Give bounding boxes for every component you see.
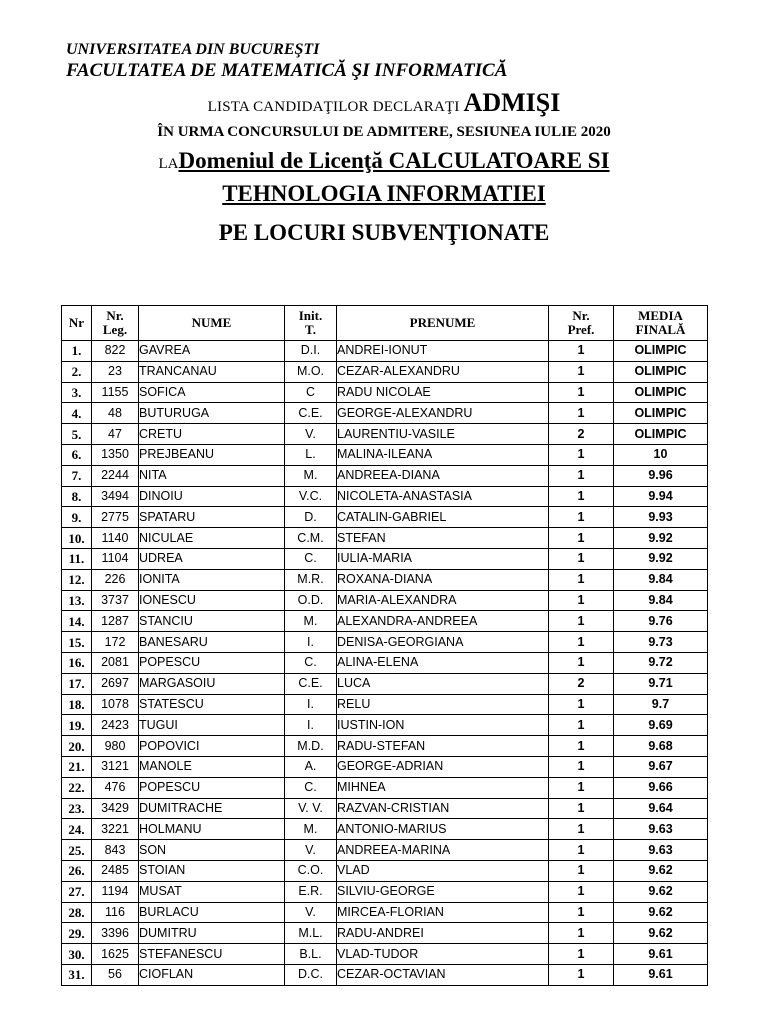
places-type: PE LOCURI SUBVENŢIONATE [218, 220, 550, 245]
cell-media: 9.93 [614, 507, 708, 528]
cell-nume: MUSAT [139, 881, 285, 902]
cell-nr: 13. [62, 590, 92, 611]
col-header-media-line2: FINALĂ [635, 322, 686, 337]
cell-media: 9.61 [614, 944, 708, 965]
cell-nr: 12. [62, 569, 92, 590]
cell-leg: 822 [92, 341, 139, 362]
cell-media: 9.72 [614, 652, 708, 673]
cell-media: 9.92 [614, 548, 708, 569]
cell-nume: POPESCU [139, 777, 285, 798]
cell-leg: 1104 [92, 548, 139, 569]
cell-prenume: ANDREI-IONUT [337, 341, 549, 362]
cell-nr: 4. [62, 403, 92, 424]
cell-init: I. [285, 694, 337, 715]
cell-prenume: MARIA-ALEXANDRA [337, 590, 549, 611]
cell-nume: STATESCU [139, 694, 285, 715]
table-row [62, 819, 708, 840]
col-header-pref [549, 306, 614, 341]
cell-leg: 226 [92, 569, 139, 590]
cell-prenume: RAZVAN-CRISTIAN [337, 798, 549, 819]
cell-leg: 3396 [92, 923, 139, 944]
cell-prenume: RADU-ANDREI [337, 923, 549, 944]
col-header-leg-line1: Nr. [106, 308, 124, 323]
cell-nume: SON [139, 840, 285, 861]
cell-nr: 23. [62, 798, 92, 819]
table-row [62, 465, 708, 486]
cell-nr: 15. [62, 632, 92, 653]
cell-nr: 1. [62, 341, 92, 362]
cell-nume: STANCIU [139, 611, 285, 632]
cell-media: 9.62 [614, 881, 708, 902]
cell-pref: 1 [549, 881, 614, 902]
cell-media: 9.96 [614, 465, 708, 486]
cell-media: 9.84 [614, 590, 708, 611]
list-title-prefix: LISTA CANDIDAŢILOR DECLARAŢI [207, 99, 460, 115]
col-header-nume: NUME [139, 306, 285, 341]
session-line: ÎN URMA CONCURSULUI DE ADMITERE, SESIUNEA IULIE 2020 [157, 124, 611, 140]
cell-pref: 1 [549, 736, 614, 757]
cell-init: M.R. [285, 569, 337, 590]
cell-nume: BANESARU [139, 632, 285, 653]
cell-pref: 1 [549, 611, 614, 632]
cell-leg: 476 [92, 777, 139, 798]
cell-pref: 1 [549, 944, 614, 965]
table-row [62, 341, 708, 362]
cell-nume: MARGASOIU [139, 673, 285, 694]
cell-prenume: MIHNEA [337, 777, 549, 798]
cell-leg: 1155 [92, 382, 139, 403]
table-row [62, 528, 708, 549]
cell-prenume: VLAD-TUDOR [337, 944, 549, 965]
table-row [62, 486, 708, 507]
cell-init: B.L. [285, 944, 337, 965]
cell-nr: 20. [62, 736, 92, 757]
domain-line [0, 148, 768, 174]
cell-nume: POPESCU [139, 652, 285, 673]
table-row [62, 590, 708, 611]
cell-pref: 1 [549, 548, 614, 569]
table-row [62, 548, 708, 569]
cell-pref: 1 [549, 528, 614, 549]
cell-init: C [285, 382, 337, 403]
cell-nume: DUMITRACHE [139, 798, 285, 819]
university-name: UNIVERSITATEA DIN BUCUREŞTI [66, 41, 320, 58]
cell-pref: 1 [549, 382, 614, 403]
cell-pref: 1 [549, 860, 614, 881]
cell-media: 9.67 [614, 756, 708, 777]
cell-pref: 1 [549, 632, 614, 653]
cell-pref: 1 [549, 923, 614, 944]
cell-nume: IONITA [139, 569, 285, 590]
cell-nume: SPATARU [139, 507, 285, 528]
cell-init: D.C. [285, 964, 337, 985]
cell-prenume: MIRCEA-FLORIAN [337, 902, 549, 923]
cell-nr: 2. [62, 361, 92, 382]
cell-media: 10 [614, 444, 708, 465]
table-row [62, 777, 708, 798]
table-row [62, 569, 708, 590]
faculty-name: FACULTATEA DE MATEMATICĂ ŞI INFORMATICĂ [66, 60, 508, 81]
table-row [62, 361, 708, 382]
table-row [62, 902, 708, 923]
cell-pref: 1 [549, 486, 614, 507]
table-header-row [62, 306, 708, 341]
cell-nr: 29. [62, 923, 92, 944]
cell-leg: 2244 [92, 465, 139, 486]
cell-nume: HOLMANU [139, 819, 285, 840]
cell-prenume: MALINA-ILEANA [337, 444, 549, 465]
cell-nr: 7. [62, 465, 92, 486]
cell-init: C.M. [285, 528, 337, 549]
cell-nume: MANOLE [139, 756, 285, 777]
col-header-init-line2: T. [305, 322, 316, 337]
cell-leg: 2697 [92, 673, 139, 694]
cell-media: 9.66 [614, 777, 708, 798]
cell-prenume: GEORGE-ADRIAN [337, 756, 549, 777]
cell-pref: 1 [549, 756, 614, 777]
cell-nr: 11. [62, 548, 92, 569]
col-header-init-line1: Init. [298, 308, 323, 323]
cell-nume: NITA [139, 465, 285, 486]
cell-nume: SOFICA [139, 382, 285, 403]
cell-prenume: CEZAR-ALEXANDRU [337, 361, 549, 382]
cell-media: 9.69 [614, 715, 708, 736]
cell-init: D.I. [285, 341, 337, 362]
col-header-nr: Nr [62, 306, 92, 341]
col-header-leg-line2: Leg. [102, 322, 128, 337]
cell-nume: CRETU [139, 424, 285, 445]
cell-media: 9.62 [614, 860, 708, 881]
cell-nume: TUGUI [139, 715, 285, 736]
cell-prenume: IULIA-MARIA [337, 548, 549, 569]
cell-init: V. [285, 902, 337, 923]
cell-media: 9.94 [614, 486, 708, 507]
table-row [62, 756, 708, 777]
table-row [62, 860, 708, 881]
cell-nume: STOIAN [139, 860, 285, 881]
cell-leg: 116 [92, 902, 139, 923]
cell-prenume: DENISA-GEORGIANA [337, 632, 549, 653]
cell-pref: 1 [549, 361, 614, 382]
cell-nr: 19. [62, 715, 92, 736]
cell-leg: 2423 [92, 715, 139, 736]
cell-prenume: RADU NICOLAE [337, 382, 549, 403]
table-row [62, 652, 708, 673]
cell-media: 9.61 [614, 964, 708, 985]
col-header-prenume: PRENUME [337, 306, 549, 341]
table-row [62, 632, 708, 653]
cell-prenume: RELU [337, 694, 549, 715]
cell-nr: 6. [62, 444, 92, 465]
cell-prenume: LAURENTIU-VASILE [337, 424, 549, 445]
cell-leg: 3221 [92, 819, 139, 840]
cell-prenume: GEORGE-ALEXANDRU [337, 403, 549, 424]
cell-pref: 1 [549, 652, 614, 673]
cell-media: OLIMPIC [614, 361, 708, 382]
cell-init: C. [285, 652, 337, 673]
cell-init: M. [285, 465, 337, 486]
table-row [62, 840, 708, 861]
cell-nr: 8. [62, 486, 92, 507]
cell-nr: 17. [62, 673, 92, 694]
cell-leg: 23 [92, 361, 139, 382]
cell-init: M. [285, 819, 337, 840]
cell-init: E.R. [285, 881, 337, 902]
cell-init: C. [285, 777, 337, 798]
cell-pref: 1 [549, 341, 614, 362]
cell-nr: 25. [62, 840, 92, 861]
cell-nr: 30. [62, 944, 92, 965]
table-row [62, 673, 708, 694]
col-header-pref-line1: Nr. [572, 308, 590, 323]
cell-media: 9.71 [614, 673, 708, 694]
cell-leg: 1350 [92, 444, 139, 465]
cell-pref: 1 [549, 569, 614, 590]
cell-prenume: STEFAN [337, 528, 549, 549]
cell-media: 9.68 [614, 736, 708, 757]
cell-pref: 1 [549, 590, 614, 611]
table-row [62, 403, 708, 424]
cell-prenume: ANDREEA-DIANA [337, 465, 549, 486]
cell-leg: 172 [92, 632, 139, 653]
cell-nr: 31. [62, 964, 92, 985]
table-body [62, 341, 708, 986]
cell-media: 9.63 [614, 840, 708, 861]
cell-nr: 22. [62, 777, 92, 798]
table-row [62, 694, 708, 715]
cell-nr: 28. [62, 902, 92, 923]
table-row [62, 611, 708, 632]
cell-leg: 980 [92, 736, 139, 757]
cell-prenume: LUCA [337, 673, 549, 694]
cell-init: V. [285, 840, 337, 861]
cell-leg: 48 [92, 403, 139, 424]
cell-pref: 1 [549, 777, 614, 798]
cell-init: D. [285, 507, 337, 528]
col-header-init [285, 306, 337, 341]
cell-pref: 1 [549, 798, 614, 819]
cell-leg: 1625 [92, 944, 139, 965]
cell-leg: 1078 [92, 694, 139, 715]
cell-nr: 27. [62, 881, 92, 902]
cell-leg: 1194 [92, 881, 139, 902]
cell-prenume: CEZAR-OCTAVIAN [337, 964, 549, 985]
cell-pref: 1 [549, 507, 614, 528]
cell-init: V.C. [285, 486, 337, 507]
cell-prenume: VLAD [337, 860, 549, 881]
cell-nr: 24. [62, 819, 92, 840]
cell-media: 9.84 [614, 569, 708, 590]
table-row [62, 382, 708, 403]
cell-nume: DINOIU [139, 486, 285, 507]
cell-pref: 1 [549, 444, 614, 465]
cell-leg: 56 [92, 964, 139, 985]
cell-nume: CIOFLAN [139, 964, 285, 985]
cell-nr: 5. [62, 424, 92, 445]
cell-pref: 1 [549, 964, 614, 985]
cell-pref: 2 [549, 673, 614, 694]
cell-prenume: ROXANA-DIANA [337, 569, 549, 590]
cell-media: 9.76 [614, 611, 708, 632]
cell-leg: 1140 [92, 528, 139, 549]
col-header-leg [92, 306, 139, 341]
col-header-pref-line2: Pref. [567, 322, 595, 337]
cell-leg: 47 [92, 424, 139, 445]
cell-init: M.L. [285, 923, 337, 944]
cell-nume: POPOVICI [139, 736, 285, 757]
cell-leg: 2775 [92, 507, 139, 528]
cell-prenume: ALEXANDRA-ANDREEA [337, 611, 549, 632]
cell-media: 9.7 [614, 694, 708, 715]
cell-nume: DUMITRU [139, 923, 285, 944]
cell-leg: 2485 [92, 860, 139, 881]
domain-prefix: LA [158, 156, 179, 172]
cell-media: 9.92 [614, 528, 708, 549]
cell-init: V. [285, 424, 337, 445]
cell-init: I. [285, 715, 337, 736]
table-row [62, 881, 708, 902]
cell-init: C.O. [285, 860, 337, 881]
cell-prenume: SILVIU-GEORGE [337, 881, 549, 902]
table-row [62, 964, 708, 985]
cell-nr: 21. [62, 756, 92, 777]
cell-media: OLIMPIC [614, 403, 708, 424]
col-header-media [614, 306, 708, 341]
list-title-emphasis: ADMIŞI [463, 88, 561, 117]
cell-pref: 1 [549, 902, 614, 923]
domain-name-line2: TEHNOLOGIA INFORMATIEI [222, 181, 546, 206]
cell-leg: 843 [92, 840, 139, 861]
cell-leg: 3494 [92, 486, 139, 507]
cell-nr: 3. [62, 382, 92, 403]
cell-media: OLIMPIC [614, 424, 708, 445]
cell-nr: 26. [62, 860, 92, 881]
col-header-media-line1: MEDIA [638, 308, 683, 323]
table-row [62, 444, 708, 465]
cell-prenume: IUSTIN-ION [337, 715, 549, 736]
cell-prenume: RADU-STEFAN [337, 736, 549, 757]
cell-media: 9.64 [614, 798, 708, 819]
cell-leg: 3121 [92, 756, 139, 777]
cell-prenume: NICOLETA-ANASTASIA [337, 486, 549, 507]
cell-init: A. [285, 756, 337, 777]
cell-media: 9.73 [614, 632, 708, 653]
cell-media: OLIMPIC [614, 382, 708, 403]
cell-nume: BURLACU [139, 902, 285, 923]
cell-leg: 1287 [92, 611, 139, 632]
table-row [62, 798, 708, 819]
cell-pref: 1 [549, 403, 614, 424]
cell-pref: 1 [549, 465, 614, 486]
cell-nr: 9. [62, 507, 92, 528]
cell-nume: IONESCU [139, 590, 285, 611]
table-row [62, 424, 708, 445]
cell-prenume: ALINA-ELENA [337, 652, 549, 673]
cell-pref: 1 [549, 715, 614, 736]
cell-nume: BUTURUGA [139, 403, 285, 424]
cell-prenume: ANTONIO-MARIUS [337, 819, 549, 840]
cell-init: O.D. [285, 590, 337, 611]
cell-nr: 18. [62, 694, 92, 715]
table-row [62, 715, 708, 736]
cell-nume: STEFANESCU [139, 944, 285, 965]
cell-pref: 1 [549, 694, 614, 715]
cell-nume: UDREA [139, 548, 285, 569]
cell-nume: NICULAE [139, 528, 285, 549]
cell-nr: 14. [62, 611, 92, 632]
table-row [62, 944, 708, 965]
cell-init: I. [285, 632, 337, 653]
cell-prenume: ANDREEA-MARINA [337, 840, 549, 861]
list-title [0, 88, 768, 118]
cell-leg: 2081 [92, 652, 139, 673]
cell-init: C.E. [285, 403, 337, 424]
cell-init: M. [285, 611, 337, 632]
cell-leg: 3737 [92, 590, 139, 611]
cell-prenume: CATALIN-GABRIEL [337, 507, 549, 528]
cell-media: OLIMPIC [614, 341, 708, 362]
cell-media: 9.62 [614, 902, 708, 923]
cell-nr: 16. [62, 652, 92, 673]
cell-media: 9.62 [614, 923, 708, 944]
cell-init: C.E. [285, 673, 337, 694]
table-row [62, 507, 708, 528]
table-row [62, 736, 708, 757]
cell-init: V. V. [285, 798, 337, 819]
cell-pref: 1 [549, 819, 614, 840]
cell-leg: 3429 [92, 798, 139, 819]
cell-nr: 10. [62, 528, 92, 549]
cell-init: M.D. [285, 736, 337, 757]
cell-init: M.O. [285, 361, 337, 382]
cell-init: C. [285, 548, 337, 569]
cell-pref: 2 [549, 424, 614, 445]
cell-init: L. [285, 444, 337, 465]
cell-pref: 1 [549, 840, 614, 861]
table-row [62, 923, 708, 944]
cell-nume: GAVREA [139, 341, 285, 362]
cell-nume: TRANCANAU [139, 361, 285, 382]
domain-name-line1: Domeniul de Licenţă CALCULATOARE SI [178, 148, 610, 173]
cell-media: 9.63 [614, 819, 708, 840]
admitted-candidates-table [61, 305, 708, 986]
cell-nume: PREJBEANU [139, 444, 285, 465]
